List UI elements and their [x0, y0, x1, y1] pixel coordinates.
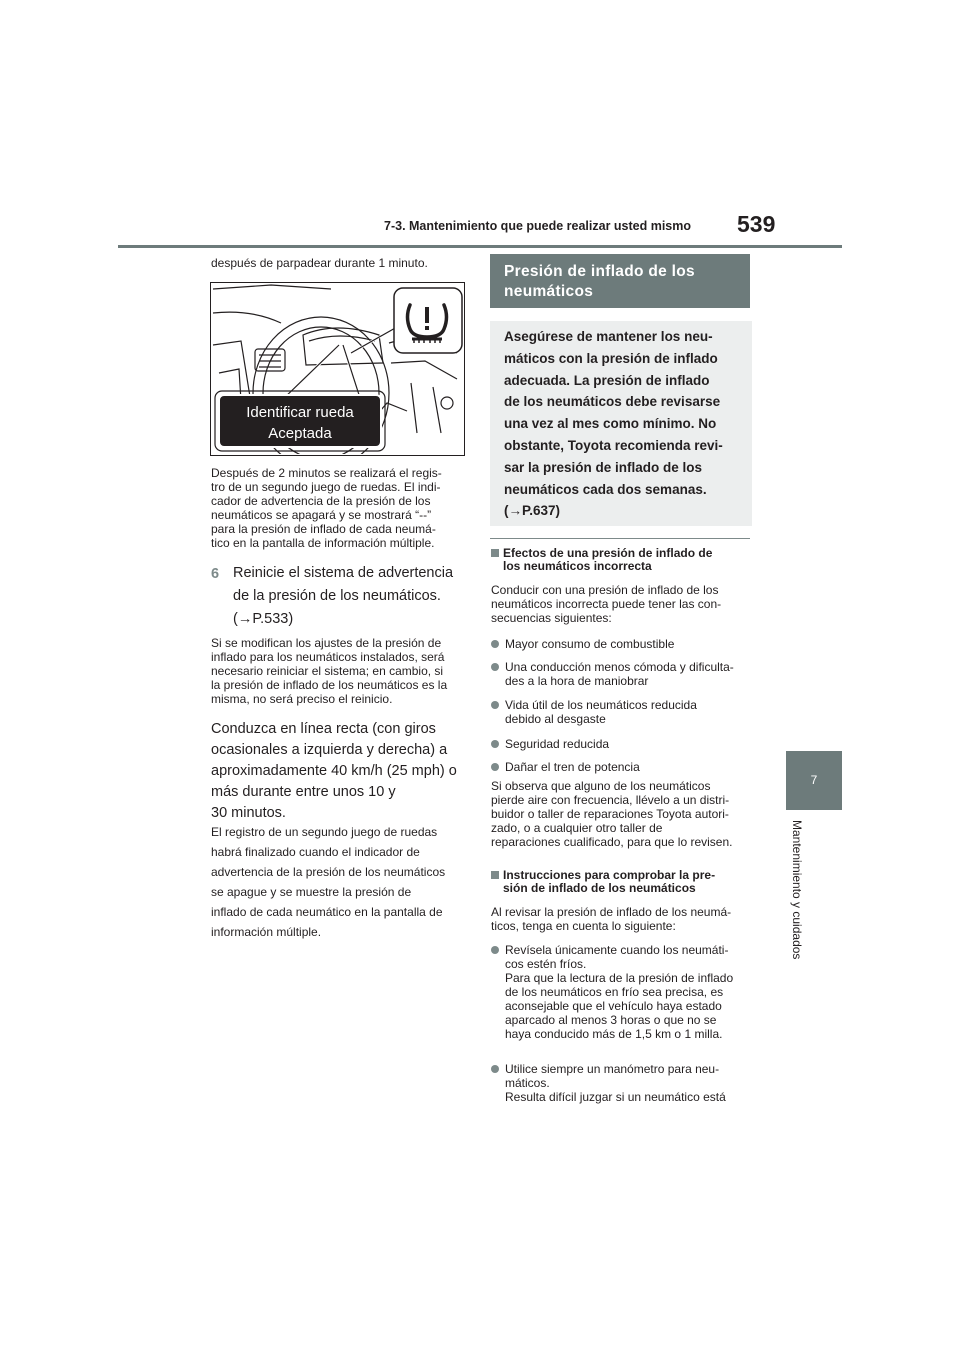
multi-info-display	[215, 391, 385, 451]
after-figure-text: Después de 2 minutos se realizará el regis- tro de un segundo juego de ruedas. El indi- cador de advertencia de la presión de los neumáticos se apagará y se mostrará “--” para la presión de inflado de cada neumá- tico en la pantalla de información múltiple.	[211, 466, 442, 550]
effects-text: Conducir con una presión de inflado de los neumáticos incorrecta puede tener las con- secuencias siguientes:	[491, 583, 722, 625]
reset-note: Si se modifican los ajustes de la presión de inflado para los neumáticos instalados, será necesario reiniciar el sistema; en cambio, si la presión de inflado de los neumáticos es la misma, no será preciso el reinicio.	[211, 636, 448, 706]
dashboard-drawing	[211, 283, 463, 454]
page-number: 539	[737, 211, 776, 237]
list-item: Seguridad reducida	[491, 737, 753, 751]
bullet-icon	[491, 763, 499, 771]
list-item: Vida útil de los neumáticos reducida debido al desgaste	[491, 698, 753, 726]
display-line-1: Identificar rueda	[246, 404, 354, 421]
list-item: Revísela únicamente cuando los neumáti- cos estén fríos. Para que la lectura de la presión de inflado de los neumáticos en frío sea precisa, es aconsejable que el vehículo haya estado aparcado al menos 3 horas o que no se haya conducido más de 1,5 km o 1 milla.	[491, 943, 753, 1041]
bullet-icon	[491, 1065, 499, 1073]
list-item: Mayor consumo de combustible	[491, 637, 753, 651]
page-reference-link[interactable]: (→P.533)	[233, 611, 294, 627]
dashboard-illustration	[210, 282, 465, 456]
bullet-icon	[491, 663, 499, 671]
tire-pressure-warning-icon	[394, 288, 462, 353]
chapter-side-label	[790, 820, 806, 990]
chapter-tab[interactable]: 7	[786, 751, 842, 810]
list-item: Dañar el tren de potencia	[491, 760, 753, 774]
intro-box-text: Asegúrese de mantener los neu- máticos con la presión de inflado adecuada. La presión de inflado de los neumáticos debe revisarse una vez al mes como mínimo. No obstante, Toyota recomienda revi- sar la presión de inflado de los neumáticos cada dos semanas. (→P.637)	[504, 329, 723, 519]
square-bullet-icon	[491, 549, 499, 557]
divider	[490, 538, 750, 539]
display-line-2: Aceptada	[268, 425, 332, 442]
registration-text: El registro de un segundo juego de ruedas habrá finalizado cuando el indicador de advertencia de la presión de los neumáticos se apague y se muestre la presión de inflado de cada neumático en la pantalla de información múltiple.	[211, 825, 446, 939]
subheading-effects: Efectos de una presión de inflado de los neumáticos incorrecta	[491, 547, 751, 573]
drive-instruction: Conduzca en línea recta (con giros ocasionales a izquierda y derecha) a aproximadamente 40 km/h (25 mph) o más durante entre unos 10 y 30 minutos.	[211, 721, 457, 821]
bullet-icon	[491, 640, 499, 648]
header-rule	[118, 245, 842, 248]
section-title: 7-3. Mantenimiento que puede realizar usted mismo	[384, 219, 692, 233]
page-reference-link[interactable]: (→P.637)	[504, 503, 561, 519]
list-item: Utilice siempre un manómetro para neu- máticos. Resulta difícil juzgar si un neumático está	[491, 1062, 753, 1104]
list-item: Una conducción menos cómoda y dificulta- des a la hora de maniobrar	[491, 660, 753, 688]
square-bullet-icon	[491, 871, 499, 879]
step-text: Reinicie el sistema de advertencia de la presión de los neumáticos. (→P.533)	[233, 562, 473, 631]
intro-text: después de parpadear durante 1 minuto.	[211, 256, 428, 270]
section-heading: Presión de inflado de los neumáticos	[504, 263, 695, 300]
bullet-icon	[491, 701, 499, 709]
chapter-label-text: Mantenimiento y cuidados	[790, 820, 804, 960]
step-number: 6	[211, 566, 220, 582]
section-heading-box	[490, 254, 750, 308]
intro-box	[490, 321, 752, 526]
effects-after-text: Si observa que alguno de los neumáticos pierde aire con frecuencia, llévelo a un distri- buidor o taller de reparaciones Toyota autori- zado, o a cualquier otro taller de reparaciones cualificado, para que lo revisen.	[491, 779, 733, 849]
instructions-text: Al revisar la presión de inflado de los neumá- ticos, tenga en cuenta lo siguiente:	[491, 905, 732, 933]
bullet-icon	[491, 946, 499, 954]
bullet-icon	[491, 740, 499, 748]
subheading-instructions: Instrucciones para comprobar la pre- sión de inflado de los neumáticos	[491, 869, 751, 895]
